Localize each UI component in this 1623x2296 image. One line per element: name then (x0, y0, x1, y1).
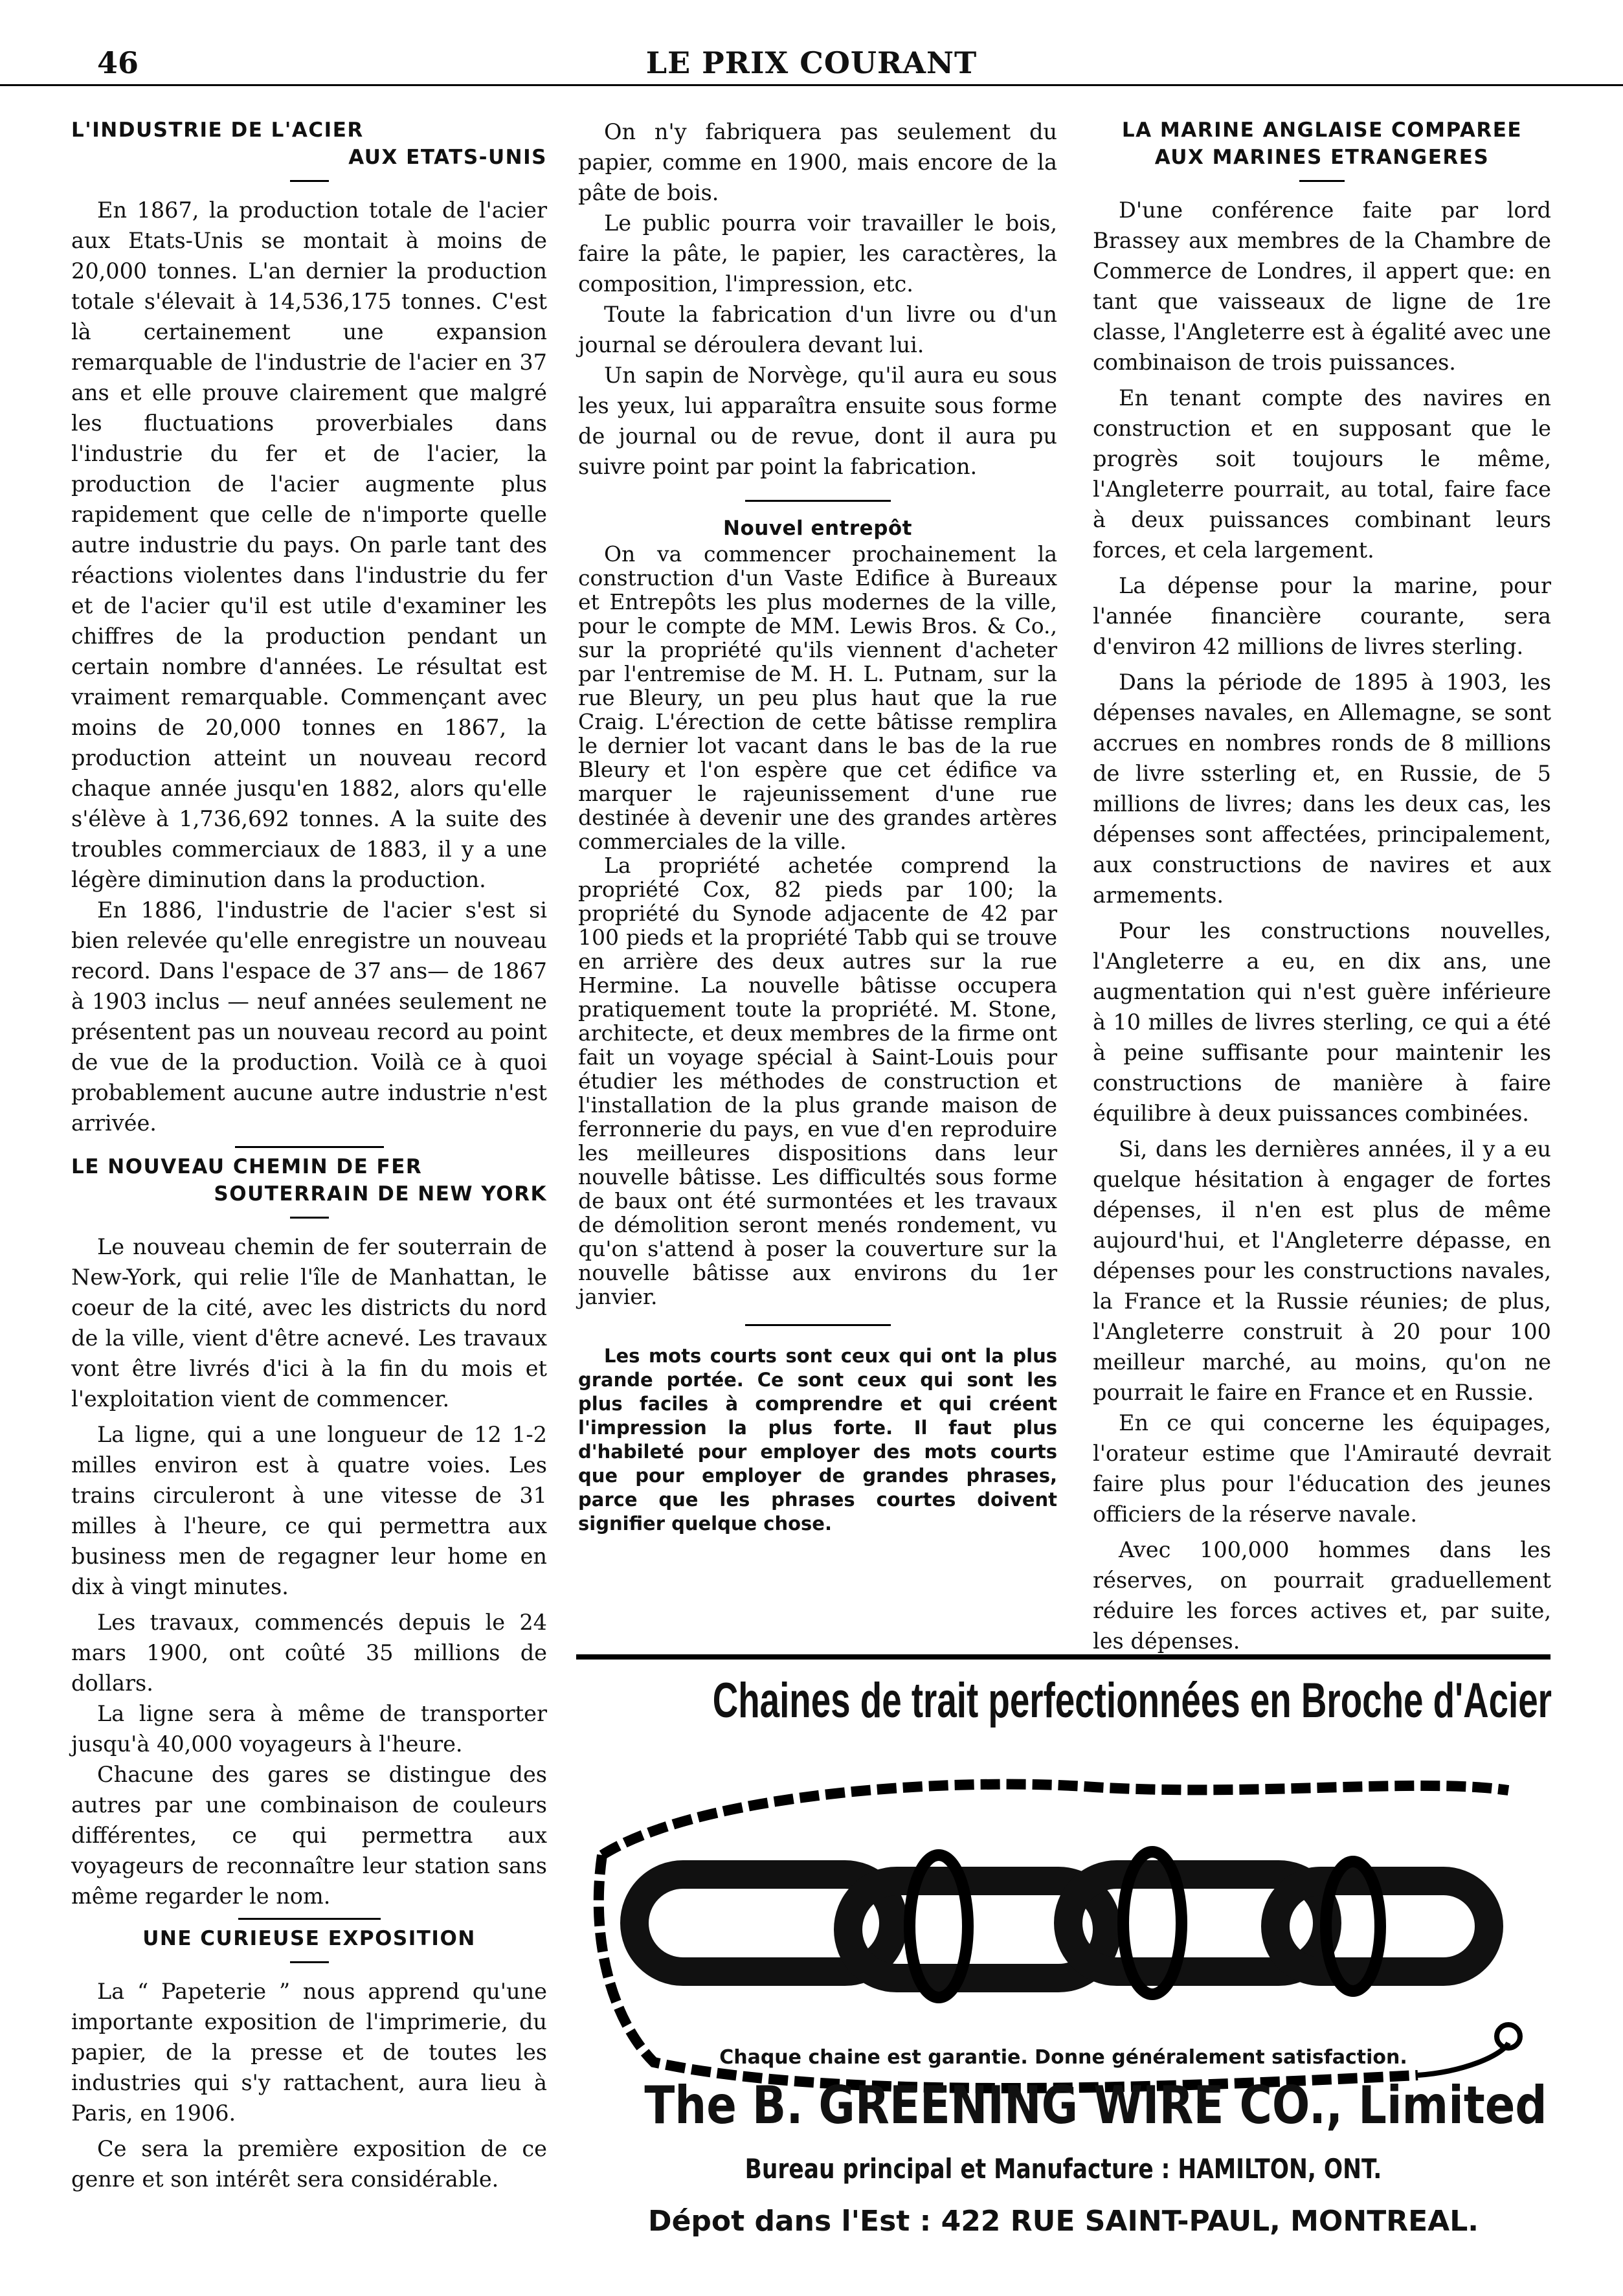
paragraph: Toute la fabrication d'un livre ou d'un journal se déroulera devant lui. (578, 302, 1057, 357)
divider (745, 500, 891, 502)
divider (238, 1918, 381, 1920)
column-3 (1093, 117, 1551, 1656)
ad-title: Chaines de trait perfectionnées en Broche d'Acier (712, 1673, 1552, 1728)
divider (1299, 180, 1345, 182)
paragraph: En 1886, l'industrie de l'acier s'est si bien relevée qu'elle enregistre un nouveau record. Dans l'espace de 37 ans— de 1867 à 1903 inclus — neuf années seulement ne présentent pas un nouveau record au point de vue de la production. Voilà ce à quoi probablement aucune autre industrie n'est arrivée. (71, 897, 547, 1136)
ad-east-depot: Dépot dans l'Est : 422 RUE SAINT-PAUL, MONTREAL. (648, 2205, 1479, 2238)
paragraph: Ce sera la première exposition de ce genre et son intérêt sera considérable. (71, 2136, 547, 2192)
divider (290, 1961, 329, 1963)
warehouse-article-body (578, 542, 1057, 1309)
paragraph: D'une conférence faite par lord Brassey aux membres de la Chambre de Commerce de Londres, il appert que: en tant que vaisseaux de ligne de 1re classe, l'Angleterre est à égalité avec une combinaison de trois puissances. (1093, 197, 1551, 375)
greening-wire-advertisement (576, 1654, 1550, 2276)
divider (235, 1146, 384, 1148)
steel-article-title: L'INDUSTRIE DE L'ACIER AUX ETATS-UNIS (71, 118, 547, 169)
paragraph: On va commencer prochainement la construction d'un Vaste Edifice à Bureaux et Entrepôts les plus modernes de la ville, pour le compte de MM. Lewis Bros. & Co., sur la propriété qu'ils viennent d'acheter par l'entremise de M. H. L. Putnam, sur la rue Bleury, un peu plus haut que la rue Craig. L'érection de cette bâtisse remplira le dernier lot vacant dans le bas de la rue Bleury et l'on espère que cet édifice va marquer le rajeunissement d'une rue destinée à devenir une des grandes artères commerciales de la ville. (578, 541, 1057, 854)
divider (745, 1324, 891, 1326)
paragraph: Chacune des gares se distingue des autres par une combinaison de couleurs différentes, ce qui permettra aux voyageurs de reconnaître leur station sans même regarder le nom. (71, 1762, 547, 1909)
paragraph: Dans la période de 1895 à 1903, les dépenses navales, en Allemagne, se sont accrues en nombres ronds de 8 millions de livre ssterling et, en Russie, de 5 millions de livres; dans les deux cas, les dépenses sont affectées, principalement, aux constructions de navires et aux armements. (1093, 670, 1551, 908)
ad-company-name: The B. GREENING WIRE CO., Limited (644, 2075, 1547, 2135)
paragraph: La ligne sera à même de transporter jusqu'à 40,000 voyageurs à l'heure. (71, 1701, 547, 1757)
ad-top-rule (576, 1654, 1550, 1660)
paragraph: La dépense pour la marine, pour l'année financière courante, sera d'environ 42 millions de livres sterling. (1093, 573, 1551, 659)
paragraph: En tenant compte des navires en construction et en supposant que le progrès soit toujours le même, l'Angleterre pourrait, au total, faire face à deux puissances combinant leurs forces, et cela largement. (1093, 385, 1551, 563)
small-chain-top (602, 1784, 1508, 1855)
paragraph: La “ Papeterie ” nous apprend qu'une importante exposition de l'imprimerie, du papier, de la presse et de toutes les industries qui s'y rattachent, aura lieu à Paris, en 1906. (71, 1979, 547, 2126)
paragraph: Les travaux, commencés depuis le 24 mars 1900, ont coûté 35 millions de dollars. (71, 1610, 547, 1696)
paragraph: Un sapin de Norvège, qu'il aura eu sous les yeux, lui apparaîtra ensuite sous forme de journal ou de revue, dont il aura pu suivre point par point la fabrication. (578, 363, 1057, 479)
ad-guarantee: Chaque chaine est garantie. Donne généralement satisfaction. (719, 2046, 1407, 2069)
paragraph: Avec 100,000 hommes dans les réserves, on pourrait graduellement réduire les forces actives et, par suite, les dépenses. (1093, 1537, 1551, 1654)
paragraph: En ce qui concerne les équipages, l'orateur estime que l'Amirauté devrait faire plus pour l'éducation des jeunes officiers de la réserve navale. (1093, 1410, 1551, 1527)
warehouse-article-title: Nouvel entrepôt (723, 517, 912, 540)
column-1 (71, 117, 547, 2194)
header-rule (0, 84, 1623, 86)
paragraph: La ligne, qui a une longueur de 12 1-2 milles environ est à quatre voies. Les trains circuleront à une vitesse de 31 milles à l'heure, ce qui permettra aux business men de regagner leur home en dix à vingt minutes. (71, 1422, 547, 1599)
paragraph: Pour les constructions nouvelles, l'Angleterre a eu, en dix ans, une augmentation qui n'est guère inférieure à 10 milles de livres sterling, ce qui a été à peine suffisante pour maintenir les constructions de manière à faire équilibre à deux puissances combinées. (1093, 918, 1551, 1126)
paragraph: On n'y fabriquera pas seulement du papier, comme en 1900, mais encore de la pâte de bois. (578, 119, 1057, 205)
paragraph: La propriété achetée comprend la propriété Cox, 82 pieds par 100; la propriété du Synode adjacente de 42 par 100 pieds et la propriété Tabb qui se trouve en arrière des deux autres sur la rue Hermine. La nouvelle bâtisse occupera pratiquement toute la propriété. M. Stone, architecte, et deux membres de la firme ont fait un voyage spécial à Saint-Louis pour étudier les méthodes de construction et l'installation de la plus grande maison de ferronnerie du pays, en vue d'en reproduire les meilleures dispositions dans leur nouvelle bâtisse. Les difficultés sous forme de baux ont été surmontées et les travaux de démolition seront menés rondement, vu qu'on s'attend à poser la couverture sur la nouvelle bâtisse aux environs du 1er janvier. (578, 853, 1057, 1309)
exposition-article-title: UNE CURIEUSE EXPOSITION (142, 1927, 476, 1950)
running-head: LE PRIX COURANT (645, 45, 978, 80)
paragraph: Le public pourra voir travailler le bois, faire la pâte, le papier, les caractères, la composition, l'impression, etc. (578, 210, 1057, 297)
divider (290, 1217, 329, 1219)
paragraph: Le nouveau chemin de fer souterrain de New-York, qui relie l'île de Manhattan, le coeur de la cité, avec les districts du nord de la ville, vient d'être acnevé. Les travaux vont être livrés d'ici à la fin du mois et l'exploitation vient de commencer. (71, 1234, 547, 1412)
paragraph: En 1867, la production totale de l'acier aux Etats-Unis se montait à moins de 20,000 tonnes. L'an dernier la production totale s'élevait à 14,536,175 tonnes. C'est là certainement une expansion remarquable de l'industrie de l'acier en 37 ans et elle prouve clairement que malgré les fluctuations proverbiales dans l'industrie du fer et de l'acier, la production de l'acier augmente plus rapidement que celle de n'importe quelle autre industrie du pays. On parle tant des réactions violentes dans l'industrie du fer et de l'acier qu'il est utile d'examiner les chiffres de la production pendant un certain nombre d'années. Le résultat est vraiment remarquable. Commençant avec moins de 20,000 tonnes en 1867, la production atteint un nouveau record chaque année jusqu'en 1882, alors qu'elle s'élève à 1,736,692 tonnes. A la suite des troubles commerciaux de 1883, il y a une légère diminution dans la production. (71, 197, 547, 892)
page-number: 46 (97, 45, 139, 80)
subway-article-title: LE NOUVEAU CHEMIN DE FER SOUTERRAIN DE NEW YORK (71, 1155, 547, 1206)
large-chain-links (634, 1852, 1489, 1998)
column-2 (578, 117, 1057, 1536)
paragraph: Si, dans les dernières années, il y a eu quelque hésitation à engager de fortes dépenses, il n'en est plus de même aujourd'hui, et l'Angleterre dépasse, en dépenses pour les constructions navales, la France et la Russie réunies; de plus, l'Angleterre construit à 20 pour 100 meilleur marché, au moins, qu'on ne pourrait le faire en France et en Russie. (1093, 1136, 1551, 1405)
divider (290, 180, 329, 182)
navy-article-title: LA MARINE ANGLAISE COMPAREE AUX MARINES ETRANGERES (1121, 118, 1523, 169)
ad-head-office: Bureau principal et Manufacture : HAMILTON, ONT. (744, 2153, 1382, 2185)
maxim-paragraph: Les mots courts sont ceux qui ont la plus grande portée. Ce sont ceux qui sont les plus faciles à comprendre et qui créent l'impression la plus forte. Il faut plus d'habileté pour employer des mots courts que pour employer de grandes phrases, parce que les phrases courtes doivent signifier quelque chose. (578, 1345, 1057, 1535)
